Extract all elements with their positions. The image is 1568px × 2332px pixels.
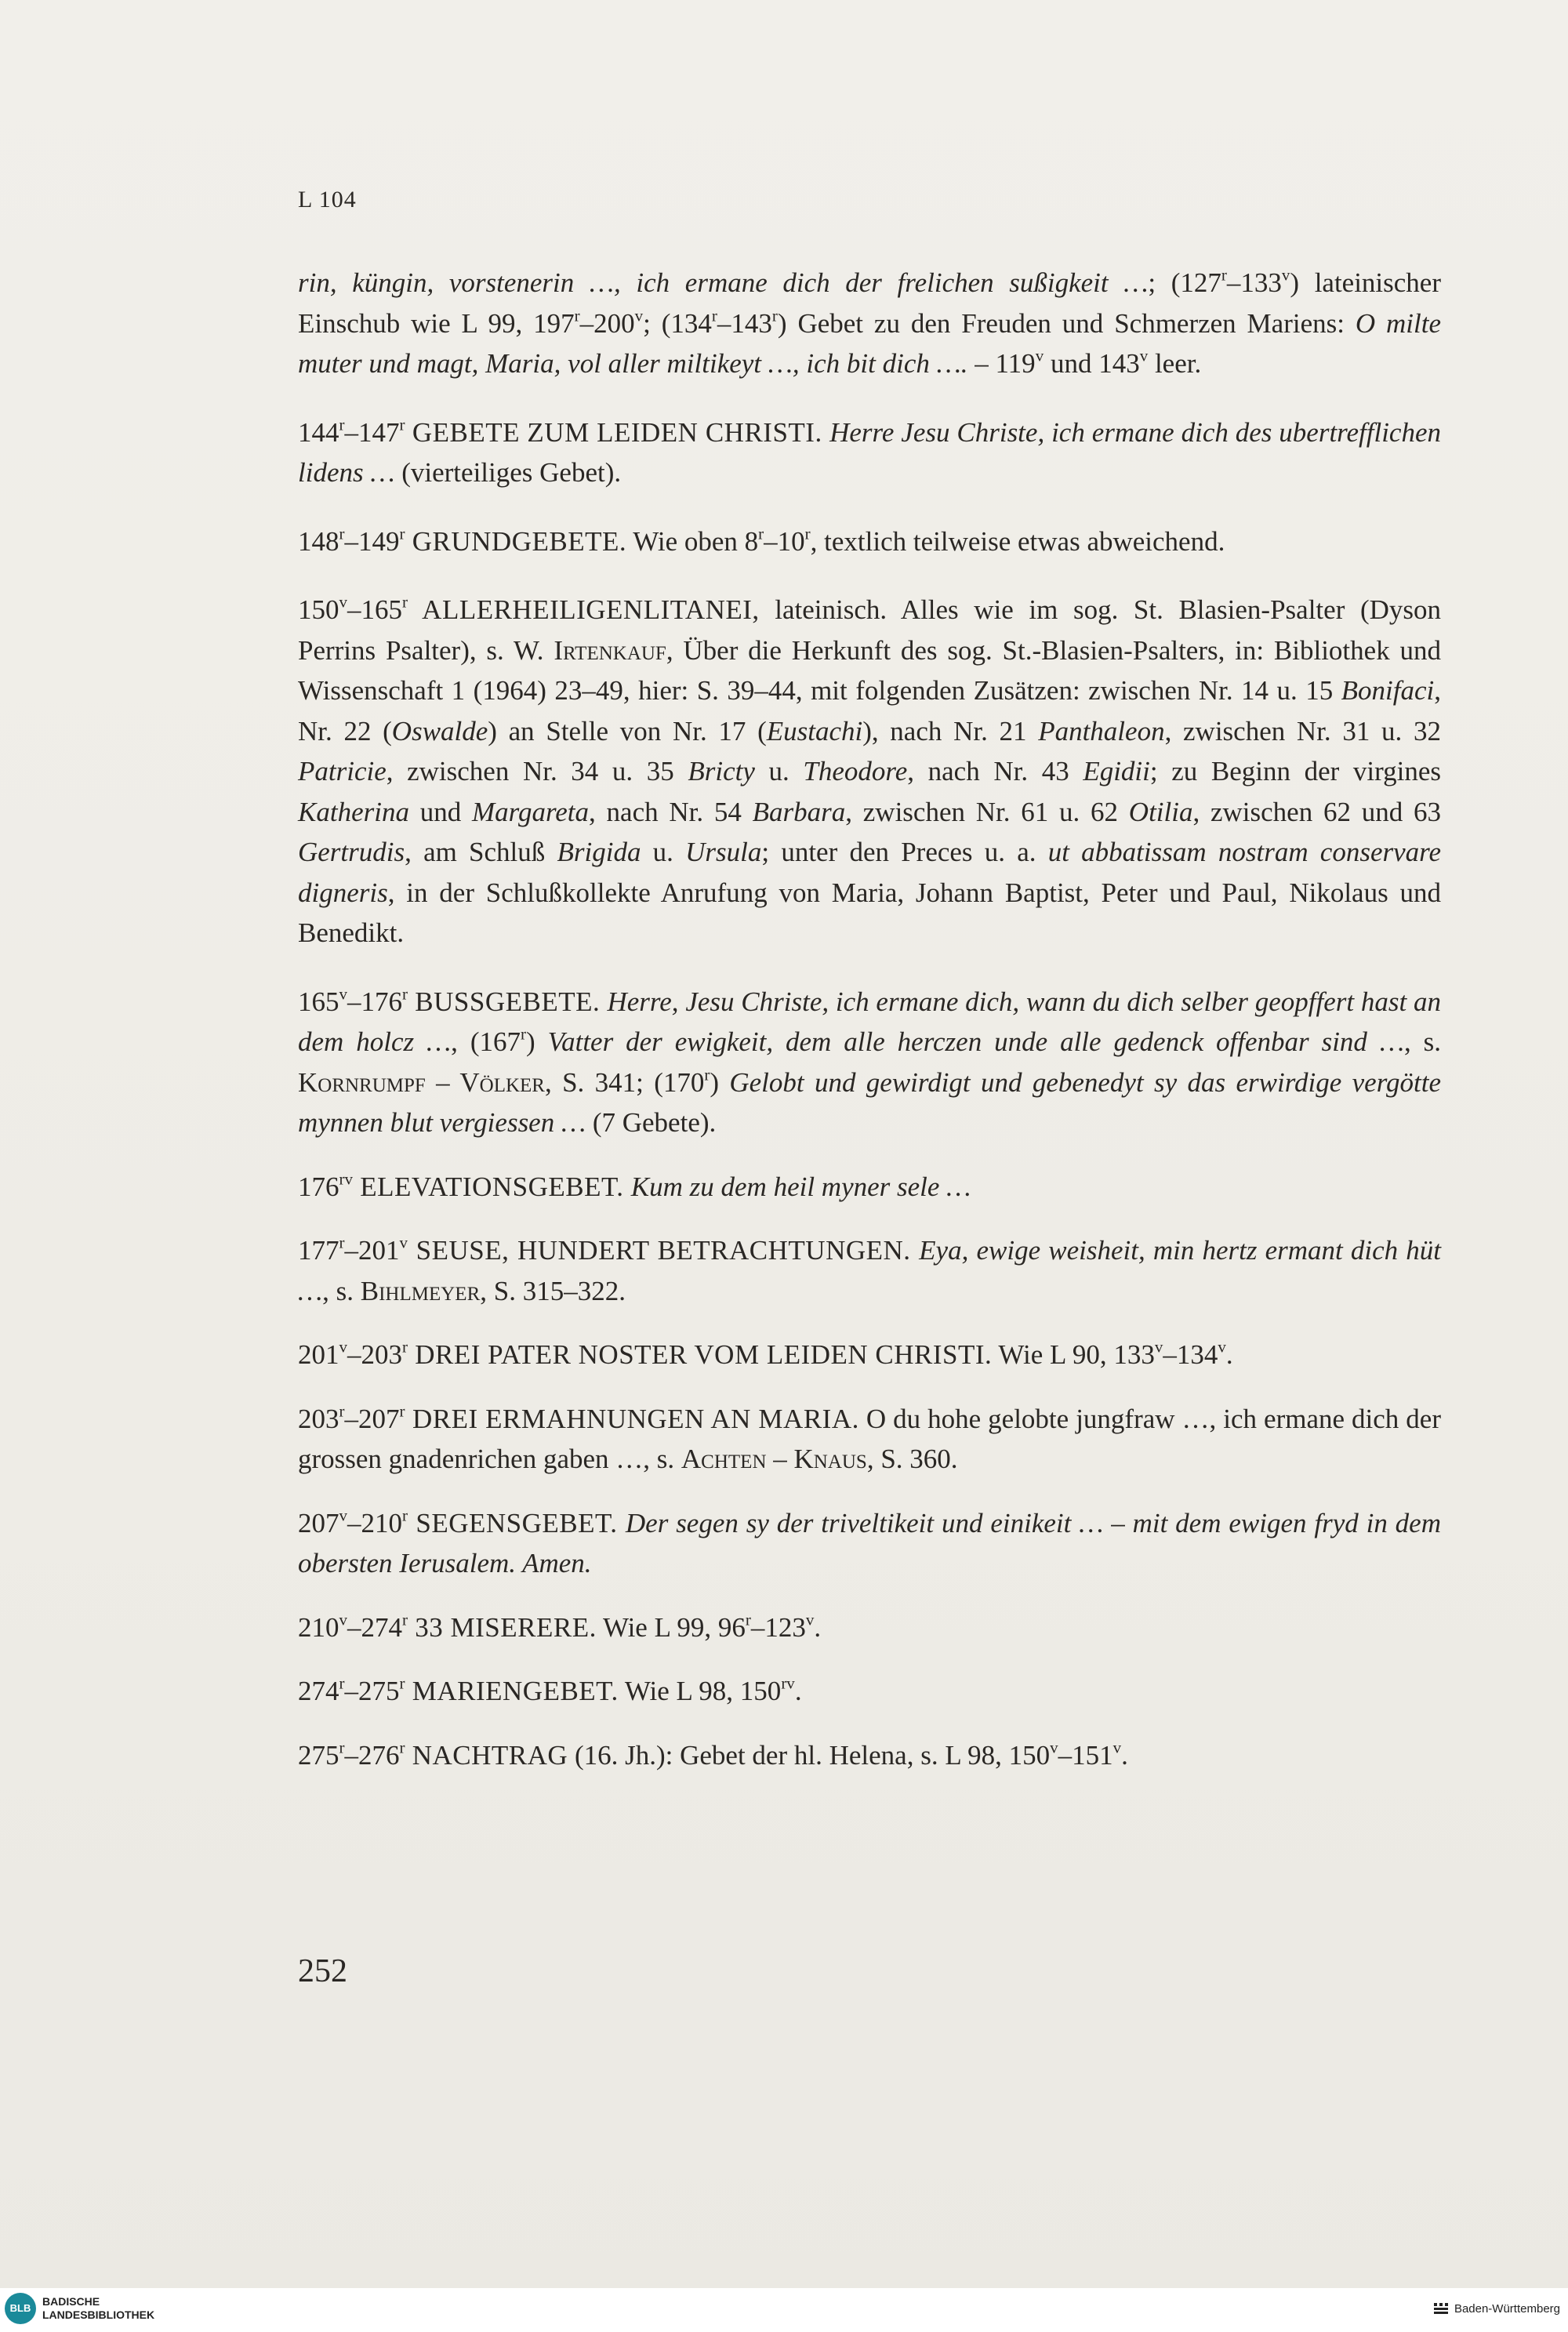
text-span: , zwischen Nr. 61 u. 62 bbox=[845, 796, 1129, 827]
folio-side: rv bbox=[339, 1168, 353, 1188]
text-span: u. bbox=[641, 837, 686, 867]
incipit-text: Herre, Jesu Christe, ich ermane dich, wann du dich selber geopffert hast an dem holcz … bbox=[298, 986, 1441, 1057]
folio-side: v bbox=[339, 592, 347, 612]
state-crest-icon bbox=[1432, 2301, 1450, 2318]
folio-side: r bbox=[758, 523, 764, 543]
entry-drei-pater-noster bbox=[298, 1335, 1441, 1375]
incipit-text: Herre Jesu Christe, ich ermane dich des ubertrefflichen lidens … bbox=[298, 416, 1441, 488]
entry-seuse bbox=[298, 1230, 1441, 1311]
incipit-text: ut abbatissam nostram conservare digneris bbox=[298, 837, 1442, 908]
saint-name: Egidii bbox=[1083, 756, 1150, 786]
folio-ref: –147 bbox=[344, 416, 400, 448]
entry-gebete-zum-leiden-christi bbox=[298, 412, 1441, 493]
incipit-text: mit dem ewigen fryd in dem obersten Ierusalem. Amen. bbox=[298, 1507, 1441, 1578]
folio-side: v bbox=[1112, 1737, 1122, 1756]
text-span: –134 bbox=[1163, 1339, 1218, 1370]
text-span: ) an Stelle von Nr. 17 ( bbox=[488, 715, 767, 746]
folio-side: r bbox=[1221, 265, 1227, 285]
folio-side: v bbox=[1154, 1337, 1163, 1357]
library-name bbox=[42, 2295, 154, 2322]
folio-side: v bbox=[339, 1609, 347, 1629]
text-span: . bbox=[1225, 1339, 1233, 1370]
text-span: –123 bbox=[750, 1611, 806, 1643]
footer-bar bbox=[0, 2288, 1568, 2332]
incipit-text: rin, küngin, vorstenerin …, ich ermane dich der frelichen sußigkeit … bbox=[298, 267, 1149, 298]
folio-side: v bbox=[1218, 1337, 1226, 1357]
text-span: ) bbox=[526, 1026, 548, 1057]
entry-drei-ermahnungen bbox=[298, 1399, 1441, 1480]
entry-continuation bbox=[298, 263, 1441, 384]
page-number: 252 bbox=[298, 1953, 347, 1989]
folio-side: v bbox=[1035, 346, 1044, 365]
folio-side: rv bbox=[781, 1673, 795, 1693]
folio-side: v bbox=[339, 1505, 347, 1524]
running-header: L 104 bbox=[298, 187, 357, 212]
text-span: , zwischen 62 und 63 bbox=[1192, 796, 1441, 827]
saint-name: Theodore bbox=[803, 756, 908, 786]
catalogue-text bbox=[298, 263, 1441, 1799]
text-span: , zwischen Nr. 34 u. 35 bbox=[386, 756, 688, 786]
folio-ref: –203 bbox=[347, 1339, 402, 1370]
text-span: . bbox=[1121, 1739, 1128, 1771]
saint-name: Otilia bbox=[1128, 796, 1193, 827]
folio-side: r bbox=[399, 414, 405, 434]
entry-allerheiligenlitanei bbox=[298, 590, 1441, 954]
text-span: ), nach Nr. 21 bbox=[862, 715, 1039, 746]
text-span: , nach Nr. 43 bbox=[907, 756, 1083, 786]
folio-ref: 165 bbox=[298, 986, 339, 1017]
entry-title: GRUNDGEBETE. bbox=[405, 525, 627, 557]
folio-ref: 203 bbox=[298, 1403, 339, 1434]
saint-name: Brigida bbox=[557, 837, 641, 867]
folio-ref: –149 bbox=[344, 525, 400, 557]
folio-side: r bbox=[339, 523, 345, 543]
incipit-text: Eya, ewige weisheit, min hertz ermant dich hüt … bbox=[298, 1235, 1441, 1306]
folio-ref: 176 bbox=[298, 1171, 339, 1202]
text-span: ; (134 bbox=[643, 307, 712, 339]
text-span: , nach Nr. 54 bbox=[589, 796, 753, 827]
folio-ref: 210 bbox=[298, 1611, 339, 1643]
text-span: ) Gebet zu den Freuden und Schmerzen Mariens: bbox=[777, 307, 1356, 339]
saint-name: Gertrudis bbox=[298, 837, 405, 867]
folio-side: r bbox=[399, 1737, 405, 1756]
incipit-text: Der segen sy der triveltikeit und einikeit … bbox=[625, 1507, 1104, 1538]
folio-ref: 275 bbox=[298, 1739, 339, 1771]
text-span: lateinisch. Alles wie im sog. St. Blasien-Psalter (Dyson Perrins Psalter), s. W. bbox=[298, 594, 1441, 666]
entry-title: BUSSGEBETE. bbox=[408, 986, 608, 1017]
text-span: (vierteiliges Gebet). bbox=[394, 457, 622, 488]
text-span: , S. 315–322. bbox=[480, 1275, 626, 1306]
saint-name: Patricie bbox=[298, 756, 387, 786]
entry-title: ALLERHEILIGENLITANEI, bbox=[408, 594, 760, 625]
incipit-text: Vatter der ewigkeit, dem alle herczen unde alle gedenck offenbar sind … bbox=[547, 1026, 1404, 1057]
state-logo[interactable] bbox=[1432, 2301, 1560, 2318]
folio-side: r bbox=[339, 1400, 345, 1420]
folio-ref: 148 bbox=[298, 525, 339, 557]
folio-side: r bbox=[402, 1609, 408, 1629]
entry-title: 33 MISERERE. bbox=[408, 1611, 597, 1643]
text-span: –200 bbox=[579, 307, 635, 339]
folio-side: r bbox=[745, 1609, 751, 1629]
folio-side: r bbox=[704, 1064, 710, 1084]
folio-side: v bbox=[1281, 265, 1290, 285]
folio-ref: 177 bbox=[298, 1235, 339, 1266]
text-span: ; zu Beginn der virgines bbox=[1149, 756, 1442, 786]
entry-mariengebet bbox=[298, 1671, 1441, 1712]
saint-name: Eustachi bbox=[766, 715, 863, 746]
entry-nachtrag bbox=[298, 1735, 1441, 1776]
text-span: , Nr. 22 ( bbox=[298, 675, 1441, 746]
text-span: (16. Jh.): Gebet der hl. Helena, s. L 98, 150 bbox=[568, 1739, 1051, 1771]
entry-bussgebete bbox=[298, 982, 1441, 1143]
folio-ref: 207 bbox=[298, 1507, 339, 1538]
entry-title: SEUSE, HUNDERT BETRACHTUNGEN. bbox=[408, 1235, 920, 1266]
text-span: , S. 341; (170 bbox=[544, 1066, 705, 1098]
folio-side: r bbox=[574, 305, 580, 325]
entry-title: GEBETE ZUM LEIDEN CHRISTI. bbox=[405, 416, 830, 448]
folio-ref: –165 bbox=[347, 594, 402, 625]
entry-segensgebet bbox=[298, 1503, 1441, 1584]
text-span: –10 bbox=[764, 525, 805, 557]
text-span: , s. bbox=[322, 1275, 361, 1306]
text-span: u. bbox=[754, 756, 804, 786]
state-name: Baden-Württemberg bbox=[1454, 2301, 1560, 2316]
text-span: , textlich teilweise etwas abweichend. bbox=[810, 525, 1225, 557]
saint-name: Bonifaci bbox=[1341, 675, 1435, 706]
author-name: Bihlmeyer bbox=[360, 1275, 481, 1306]
folio-side: r bbox=[711, 305, 717, 325]
text-span: Wie L 99, 96 bbox=[596, 1611, 746, 1643]
text-span: ) bbox=[710, 1066, 730, 1098]
text-span: Wie oben 8 bbox=[626, 525, 759, 557]
text-span: und bbox=[408, 796, 472, 827]
folio-ref: –207 bbox=[344, 1403, 400, 1434]
text-span: –151 bbox=[1058, 1739, 1113, 1771]
folio-side: v bbox=[339, 1337, 347, 1357]
text-span: ) lateinischer Einschub wie L 99, 197 bbox=[298, 267, 1442, 339]
incipit-text: Kum zu dem heil myner sele … bbox=[630, 1171, 971, 1202]
text-span: , zwischen Nr. 31 u. 32 bbox=[1164, 715, 1441, 746]
text-span: , in der Schlußkollekte Anrufung von Maria, Johann Baptist, Peter und Paul, Nikolaus und Benedikt. bbox=[298, 877, 1441, 948]
entry-elevationsgebet bbox=[298, 1167, 1441, 1208]
folio-side: v bbox=[399, 1233, 408, 1252]
library-name-line: BADISCHE bbox=[42, 2295, 100, 2308]
author-name: Kornrumpf – Völker bbox=[298, 1066, 545, 1098]
folio-ref: –274 bbox=[347, 1611, 402, 1643]
saint-name: Oswalde bbox=[391, 715, 488, 746]
folio-side: v bbox=[805, 1609, 815, 1629]
text-span: O du hohe gelobte jungfraw …, ich ermane dich der grossen gnadenrichen gaben …, s. bbox=[298, 1403, 1441, 1474]
saint-name: Barbara bbox=[752, 796, 846, 827]
folio-side: v bbox=[634, 305, 644, 325]
text-span: . bbox=[814, 1611, 822, 1643]
folio-side: r bbox=[402, 592, 408, 612]
saint-name: Katherina bbox=[298, 796, 409, 827]
entry-title: DREI ERMAHNUNGEN AN MARIA. bbox=[405, 1403, 859, 1434]
folio-ref: 201 bbox=[298, 1339, 339, 1370]
text-span: , s. bbox=[1403, 1026, 1442, 1057]
text-span: –143 bbox=[717, 307, 772, 339]
entry-grundgebete bbox=[298, 521, 1441, 562]
text-span: leer. bbox=[1148, 348, 1202, 379]
folio-side: r bbox=[804, 523, 811, 543]
text-span: (7 Gebete). bbox=[586, 1107, 717, 1138]
text-span: Wie L 98, 150 bbox=[618, 1676, 782, 1706]
author-name: Achten – Knaus bbox=[681, 1444, 867, 1474]
text-span: , Über die Herkunft des sog. St.-Blasien-Psalters, in: Bibliothek und Wissenschaft 1 (1964) 23–49, hier: S. 39–44, mit folgenden Zusätzen: zwischen Nr. 14 u. 15 bbox=[298, 634, 1441, 706]
incipit-text: O milte muter und magt, Maria, vol aller miltikeyt …, ich bit dich …. bbox=[298, 307, 1441, 379]
entry-title: SEGENSGEBET. bbox=[408, 1507, 626, 1538]
text-span: – 119 bbox=[967, 348, 1036, 379]
folio-side: r bbox=[399, 523, 405, 543]
text-span: Wie L 90, 133 bbox=[992, 1339, 1155, 1370]
text-span: ; unter den Preces u. a. bbox=[761, 837, 1048, 867]
text-span: und 143 bbox=[1044, 348, 1140, 379]
blb-logo-icon[interactable]: BLB bbox=[5, 2293, 36, 2324]
folio-side: v bbox=[1139, 346, 1149, 365]
folio-ref: –276 bbox=[344, 1739, 400, 1771]
text-span: , S. 360. bbox=[866, 1444, 958, 1474]
folio-side: r bbox=[771, 305, 778, 325]
folio-side: r bbox=[402, 1505, 408, 1524]
saint-name: Margareta bbox=[471, 796, 590, 827]
saint-name: Panthaleon bbox=[1038, 715, 1165, 746]
folio-side: r bbox=[521, 1024, 527, 1044]
folio-side: r bbox=[399, 1673, 405, 1693]
folio-side: r bbox=[402, 1337, 408, 1357]
folio-ref: 150 bbox=[298, 594, 339, 625]
library-name-line: LANDESBIBLIOTHEK bbox=[42, 2308, 155, 2321]
folio-ref: –201 bbox=[344, 1235, 400, 1266]
entry-title: ELEVATIONSGEBET. bbox=[353, 1171, 631, 1202]
text-span: –133 bbox=[1226, 267, 1282, 298]
folio-side: r bbox=[399, 1400, 405, 1420]
text-span: , am Schluß bbox=[405, 837, 557, 867]
entry-title: NACHTRAG bbox=[405, 1739, 568, 1771]
text-span: . bbox=[794, 1676, 802, 1706]
folio-side: v bbox=[339, 983, 347, 1003]
folio-side: r bbox=[339, 1673, 345, 1693]
folio-side: r bbox=[339, 1233, 345, 1252]
text-span: – bbox=[1103, 1507, 1133, 1538]
text-span: , (167 bbox=[451, 1026, 521, 1057]
folio-side: r bbox=[339, 414, 345, 434]
folio-side: r bbox=[402, 983, 408, 1003]
folio-ref: –275 bbox=[344, 1676, 400, 1706]
folio-side: v bbox=[1050, 1737, 1058, 1756]
entry-33-miserere bbox=[298, 1607, 1441, 1648]
incipit-text: Gelobt und gewirdigt und gebenedyt sy das erwirdige vergötte mynnen blut vergiessen … bbox=[298, 1066, 1441, 1138]
saint-name: Ursula bbox=[685, 837, 762, 867]
folio-ref: –176 bbox=[347, 986, 402, 1017]
author-name: Irtenkauf bbox=[554, 634, 666, 666]
entry-title: DREI PATER NOSTER VOM LEIDEN CHRISTI. bbox=[408, 1339, 993, 1370]
text-span: ; (127 bbox=[1148, 267, 1221, 298]
entry-title: MARIENGEBET. bbox=[405, 1676, 619, 1706]
folio-ref: –210 bbox=[347, 1507, 402, 1538]
folio-ref: 274 bbox=[298, 1676, 339, 1706]
folio-side: r bbox=[339, 1737, 345, 1756]
saint-name: Bricty bbox=[688, 756, 755, 786]
folio-ref: 144 bbox=[298, 416, 339, 448]
